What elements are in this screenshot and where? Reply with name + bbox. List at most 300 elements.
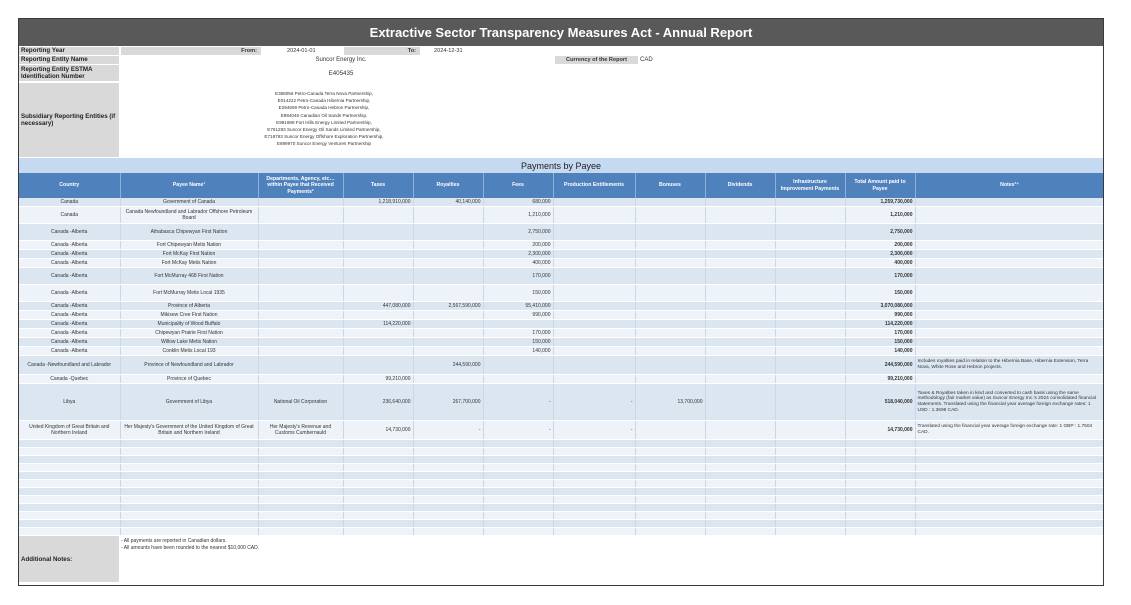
empty-cell[interactable] [19, 456, 120, 464]
total-cell[interactable]: 3,070,080,000 [845, 302, 915, 311]
fees-cell[interactable]: - [483, 421, 553, 440]
country-cell[interactable]: Libya [19, 384, 120, 421]
empty-cell[interactable] [845, 504, 915, 512]
empty-cell[interactable] [343, 512, 413, 520]
total-cell[interactable]: 14,730,000 [845, 421, 915, 440]
infrastructure-cell[interactable] [775, 198, 845, 207]
empty-cell[interactable] [705, 504, 775, 512]
department-cell[interactable] [258, 338, 343, 347]
taxes-cell[interactable]: 99,210,000 [343, 375, 413, 384]
empty-cell[interactable] [845, 448, 915, 456]
taxes-cell[interactable] [343, 268, 413, 285]
fees-cell[interactable]: 55,410,000 [483, 302, 553, 311]
bonuses-cell[interactable] [635, 241, 705, 250]
bonuses-cell[interactable] [635, 302, 705, 311]
notes-cell[interactable] [915, 198, 1104, 207]
fees-cell[interactable]: 170,000 [483, 329, 553, 338]
infrastructure-cell[interactable] [775, 356, 845, 375]
notes-cell[interactable] [915, 207, 1104, 224]
empty-cell[interactable] [19, 440, 120, 448]
empty-cell[interactable] [775, 504, 845, 512]
payee-cell[interactable]: Province of Quebec [120, 375, 258, 384]
empty-cell[interactable] [483, 488, 553, 496]
payee-cell[interactable]: Chipewyan Prairie First Nation [120, 329, 258, 338]
department-cell[interactable] [258, 198, 343, 207]
department-cell[interactable] [258, 302, 343, 311]
empty-cell[interactable] [120, 528, 258, 536]
infrastructure-cell[interactable] [775, 311, 845, 320]
empty-cell[interactable] [120, 448, 258, 456]
country-cell[interactable]: United Kingdom of Great Britain and Northern Ireland [19, 421, 120, 440]
fees-cell[interactable] [483, 375, 553, 384]
empty-cell[interactable] [553, 456, 635, 464]
notes-cell[interactable] [915, 311, 1104, 320]
dividends-cell[interactable] [705, 384, 775, 421]
empty-cell[interactable] [343, 480, 413, 488]
production-entitlements-cell[interactable] [553, 302, 635, 311]
empty-cell[interactable] [553, 496, 635, 504]
empty-cell[interactable] [553, 472, 635, 480]
dividends-cell[interactable] [705, 338, 775, 347]
total-cell[interactable]: 990,000 [845, 311, 915, 320]
empty-cell[interactable] [775, 480, 845, 488]
empty-cell[interactable] [413, 440, 483, 448]
payee-cell[interactable]: Mikisew Cree First Nation [120, 311, 258, 320]
production-entitlements-cell[interactable] [553, 241, 635, 250]
royalties-cell[interactable] [413, 311, 483, 320]
country-cell[interactable]: Canada [19, 207, 120, 224]
empty-cell[interactable] [483, 504, 553, 512]
empty-cell[interactable] [553, 440, 635, 448]
production-entitlements-cell[interactable] [553, 207, 635, 224]
fees-cell[interactable]: 680,000 [483, 198, 553, 207]
empty-cell[interactable] [483, 472, 553, 480]
empty-cell[interactable] [258, 464, 343, 472]
infrastructure-cell[interactable] [775, 421, 845, 440]
country-cell[interactable]: Canada -Alberta [19, 241, 120, 250]
production-entitlements-cell[interactable] [553, 338, 635, 347]
infrastructure-cell[interactable] [775, 338, 845, 347]
estma-value[interactable]: E405435 [328, 69, 354, 77]
taxes-cell[interactable] [343, 250, 413, 259]
infrastructure-cell[interactable] [775, 320, 845, 329]
empty-cell[interactable] [258, 496, 343, 504]
notes-cell[interactable] [915, 329, 1104, 338]
royalties-cell[interactable] [413, 338, 483, 347]
entity-name-value[interactable]: Suncor Energy Inc. [315, 57, 367, 63]
bonuses-cell[interactable] [635, 421, 705, 440]
to-value[interactable]: 2024-12-31 [434, 48, 463, 54]
empty-cell[interactable] [413, 520, 483, 528]
empty-cell[interactable] [413, 528, 483, 536]
empty-cell[interactable] [553, 512, 635, 520]
bonuses-cell[interactable] [635, 198, 705, 207]
total-cell[interactable]: 200,000 [845, 241, 915, 250]
payee-cell[interactable]: Fort McMurray 468 First Nation [120, 268, 258, 285]
empty-cell[interactable] [19, 512, 120, 520]
notes-cell[interactable]: Translated using the financial year average foreign exchange rate: 1 GBP : 1.7504 CAD. [915, 421, 1104, 440]
empty-cell[interactable] [915, 520, 1104, 528]
total-cell[interactable]: 244,590,000 [845, 356, 915, 375]
empty-cell[interactable] [343, 472, 413, 480]
infrastructure-cell[interactable] [775, 329, 845, 338]
total-cell[interactable]: 114,220,000 [845, 320, 915, 329]
empty-cell[interactable] [775, 448, 845, 456]
empty-cell[interactable] [635, 472, 705, 480]
empty-cell[interactable] [775, 488, 845, 496]
notes-cell[interactable] [915, 302, 1104, 311]
dividends-cell[interactable] [705, 207, 775, 224]
empty-cell[interactable] [553, 488, 635, 496]
bonuses-cell[interactable] [635, 329, 705, 338]
infrastructure-cell[interactable] [775, 384, 845, 421]
empty-cell[interactable] [553, 448, 635, 456]
fees-cell[interactable]: 2,750,000 [483, 224, 553, 241]
taxes-cell[interactable]: 114,220,000 [343, 320, 413, 329]
empty-cell[interactable] [413, 488, 483, 496]
empty-cell[interactable] [553, 528, 635, 536]
empty-cell[interactable] [915, 464, 1104, 472]
dividends-cell[interactable] [705, 356, 775, 375]
empty-cell[interactable] [553, 464, 635, 472]
empty-cell[interactable] [19, 504, 120, 512]
dividends-cell[interactable] [705, 241, 775, 250]
empty-cell[interactable] [120, 480, 258, 488]
empty-cell[interactable] [258, 472, 343, 480]
fees-cell[interactable]: 150,000 [483, 285, 553, 302]
fees-cell[interactable]: 990,000 [483, 311, 553, 320]
department-cell[interactable] [258, 356, 343, 375]
total-cell[interactable]: 99,210,000 [845, 375, 915, 384]
empty-cell[interactable] [343, 488, 413, 496]
empty-cell[interactable] [635, 448, 705, 456]
infrastructure-cell[interactable] [775, 302, 845, 311]
empty-cell[interactable] [258, 480, 343, 488]
dividends-cell[interactable] [705, 224, 775, 241]
empty-cell[interactable] [705, 520, 775, 528]
infrastructure-cell[interactable] [775, 241, 845, 250]
royalties-cell[interactable] [413, 250, 483, 259]
empty-cell[interactable] [483, 496, 553, 504]
country-cell[interactable]: Canada -Alberta [19, 285, 120, 302]
country-cell[interactable]: Canada -Alberta [19, 259, 120, 268]
dividends-cell[interactable] [705, 375, 775, 384]
country-cell[interactable]: Canada -Alberta [19, 268, 120, 285]
royalties-cell[interactable] [413, 329, 483, 338]
empty-cell[interactable] [635, 496, 705, 504]
empty-cell[interactable] [845, 528, 915, 536]
empty-cell[interactable] [775, 472, 845, 480]
empty-cell[interactable] [553, 504, 635, 512]
payee-cell[interactable]: Her Majesty's Government of the United Kingdom of Great Britain and Northern Ireland [120, 421, 258, 440]
department-cell[interactable] [258, 311, 343, 320]
royalties-cell[interactable] [413, 207, 483, 224]
production-entitlements-cell[interactable] [553, 224, 635, 241]
royalties-cell[interactable] [413, 241, 483, 250]
empty-cell[interactable] [775, 520, 845, 528]
empty-cell[interactable] [413, 456, 483, 464]
empty-cell[interactable] [705, 480, 775, 488]
production-entitlements-cell[interactable] [553, 375, 635, 384]
notes-cell[interactable]: Taxes & Royalties taken in kind and converted to cash basis using the same methodology (fair market value) as Suncor Energy Inc.'s 2024 consolidated financial statements. Translated using the financial year average foreign exchange rates: 1 USD : 1.3698 CAD. [915, 384, 1104, 421]
payee-cell[interactable]: Willow Lake Metis Nation [120, 338, 258, 347]
empty-cell[interactable] [845, 496, 915, 504]
production-entitlements-cell[interactable] [553, 356, 635, 375]
empty-cell[interactable] [120, 456, 258, 464]
taxes-cell[interactable] [343, 356, 413, 375]
infrastructure-cell[interactable] [775, 285, 845, 302]
country-cell[interactable]: Canada -Alberta [19, 224, 120, 241]
country-cell[interactable]: Canada -Alberta [19, 250, 120, 259]
payee-cell[interactable]: Canada Newfoundland and Labrador Offshore Petroleum Board [120, 207, 258, 224]
bonuses-cell[interactable] [635, 259, 705, 268]
taxes-cell[interactable] [343, 311, 413, 320]
department-cell[interactable] [258, 285, 343, 302]
infrastructure-cell[interactable] [775, 259, 845, 268]
bonuses-cell[interactable] [635, 224, 705, 241]
total-cell[interactable]: 2,300,000 [845, 250, 915, 259]
department-cell[interactable] [258, 250, 343, 259]
notes-cell[interactable] [915, 347, 1104, 356]
dividends-cell[interactable] [705, 285, 775, 302]
payee-cell[interactable]: Province of Newfoundland and Labrador [120, 356, 258, 375]
empty-cell[interactable] [705, 528, 775, 536]
bonuses-cell[interactable] [635, 320, 705, 329]
empty-cell[interactable] [845, 440, 915, 448]
empty-cell[interactable] [915, 456, 1104, 464]
dividends-cell[interactable] [705, 311, 775, 320]
production-entitlements-cell[interactable] [553, 259, 635, 268]
empty-cell[interactable] [775, 464, 845, 472]
taxes-cell[interactable] [343, 207, 413, 224]
empty-cell[interactable] [258, 504, 343, 512]
payee-cell[interactable]: Fort McKay First Nation [120, 250, 258, 259]
notes-cell[interactable] [915, 250, 1104, 259]
empty-cell[interactable] [413, 504, 483, 512]
empty-cell[interactable] [19, 448, 120, 456]
empty-cell[interactable] [915, 480, 1104, 488]
country-cell[interactable]: Canada -Alberta [19, 338, 120, 347]
empty-cell[interactable] [343, 448, 413, 456]
taxes-cell[interactable]: 14,730,000 [343, 421, 413, 440]
empty-cell[interactable] [553, 480, 635, 488]
empty-cell[interactable] [635, 488, 705, 496]
empty-cell[interactable] [915, 496, 1104, 504]
empty-cell[interactable] [915, 504, 1104, 512]
currency-value[interactable]: CAD [640, 57, 653, 63]
empty-cell[interactable] [120, 464, 258, 472]
department-cell[interactable] [258, 320, 343, 329]
dividends-cell[interactable] [705, 250, 775, 259]
empty-cell[interactable] [635, 504, 705, 512]
empty-cell[interactable] [343, 464, 413, 472]
department-cell[interactable]: National Oil Corporation [258, 384, 343, 421]
empty-cell[interactable] [775, 456, 845, 464]
production-entitlements-cell[interactable]: - [553, 384, 635, 421]
royalties-cell[interactable] [413, 259, 483, 268]
department-cell[interactable] [258, 207, 343, 224]
department-cell[interactable] [258, 241, 343, 250]
production-entitlements-cell[interactable] [553, 311, 635, 320]
infrastructure-cell[interactable] [775, 375, 845, 384]
empty-cell[interactable] [19, 472, 120, 480]
empty-cell[interactable] [413, 480, 483, 488]
royalties-cell[interactable]: - [413, 421, 483, 440]
country-cell[interactable]: Canada -Alberta [19, 347, 120, 356]
bonuses-cell[interactable] [635, 250, 705, 259]
dividends-cell[interactable] [705, 198, 775, 207]
bonuses-cell[interactable] [635, 338, 705, 347]
notes-cell[interactable] [915, 224, 1104, 241]
fees-cell[interactable] [483, 320, 553, 329]
empty-cell[interactable] [705, 488, 775, 496]
royalties-cell[interactable]: 244,590,000 [413, 356, 483, 375]
total-cell[interactable]: 400,000 [845, 259, 915, 268]
empty-cell[interactable] [413, 472, 483, 480]
total-cell[interactable]: 150,000 [845, 285, 915, 302]
empty-cell[interactable] [258, 528, 343, 536]
empty-cell[interactable] [19, 528, 120, 536]
fees-cell[interactable]: 2,300,000 [483, 250, 553, 259]
country-cell[interactable]: Canada -Newfoundland and Labrador [19, 356, 120, 375]
country-cell[interactable]: Canada -Alberta [19, 329, 120, 338]
bonuses-cell[interactable] [635, 356, 705, 375]
production-entitlements-cell[interactable] [553, 268, 635, 285]
empty-cell[interactable] [343, 456, 413, 464]
empty-cell[interactable] [343, 504, 413, 512]
empty-cell[interactable] [705, 464, 775, 472]
production-entitlements-cell[interactable] [553, 250, 635, 259]
empty-cell[interactable] [19, 520, 120, 528]
empty-cell[interactable] [413, 464, 483, 472]
empty-cell[interactable] [915, 448, 1104, 456]
empty-cell[interactable] [483, 440, 553, 448]
total-cell[interactable]: 1,210,000 [845, 207, 915, 224]
department-cell[interactable] [258, 329, 343, 338]
empty-cell[interactable] [258, 456, 343, 464]
taxes-cell[interactable] [343, 224, 413, 241]
dividends-cell[interactable] [705, 259, 775, 268]
taxes-cell[interactable] [343, 338, 413, 347]
country-cell[interactable]: Canada -Alberta [19, 311, 120, 320]
fees-cell[interactable]: 400,000 [483, 259, 553, 268]
department-cell[interactable]: Her Majesty's Revenue and Customs Cumbernauld [258, 421, 343, 440]
empty-cell[interactable] [343, 496, 413, 504]
dividends-cell[interactable] [705, 268, 775, 285]
empty-cell[interactable] [120, 496, 258, 504]
total-cell[interactable]: 170,000 [845, 268, 915, 285]
infrastructure-cell[interactable] [775, 250, 845, 259]
bonuses-cell[interactable] [635, 268, 705, 285]
payee-cell[interactable]: Government of Libya [120, 384, 258, 421]
empty-cell[interactable] [635, 456, 705, 464]
taxes-cell[interactable]: 236,640,000 [343, 384, 413, 421]
payee-cell[interactable]: Conklin Metis Local 193 [120, 347, 258, 356]
production-entitlements-cell[interactable] [553, 198, 635, 207]
department-cell[interactable] [258, 224, 343, 241]
payee-cell[interactable]: Government of Canada [120, 198, 258, 207]
royalties-cell[interactable] [413, 285, 483, 302]
empty-cell[interactable] [19, 480, 120, 488]
empty-cell[interactable] [483, 456, 553, 464]
notes-cell[interactable] [915, 320, 1104, 329]
payee-cell[interactable]: Fort McKay Metis Nation [120, 259, 258, 268]
empty-cell[interactable] [635, 464, 705, 472]
empty-cell[interactable] [775, 496, 845, 504]
royalties-cell[interactable] [413, 224, 483, 241]
total-cell[interactable]: 170,000 [845, 329, 915, 338]
notes-cell[interactable]: Includes royalties paid in relation to the Hibernia Base, Hibernia Extension, Terra Nova, White Rose and Hebron projects. [915, 356, 1104, 375]
empty-cell[interactable] [19, 488, 120, 496]
royalties-cell[interactable]: 2,567,590,000 [413, 302, 483, 311]
from-value[interactable]: 2024-01-01 [287, 48, 316, 54]
empty-cell[interactable] [413, 496, 483, 504]
empty-cell[interactable] [120, 488, 258, 496]
total-cell[interactable]: 1,259,730,000 [845, 198, 915, 207]
empty-cell[interactable] [705, 496, 775, 504]
bonuses-cell[interactable] [635, 311, 705, 320]
notes-cell[interactable] [915, 259, 1104, 268]
empty-cell[interactable] [845, 464, 915, 472]
country-cell[interactable]: Canada -Alberta [19, 320, 120, 329]
infrastructure-cell[interactable] [775, 347, 845, 356]
empty-cell[interactable] [258, 512, 343, 520]
empty-cell[interactable] [120, 440, 258, 448]
production-entitlements-cell[interactable] [553, 320, 635, 329]
empty-cell[interactable] [483, 480, 553, 488]
empty-cell[interactable] [553, 520, 635, 528]
empty-cell[interactable] [120, 512, 258, 520]
country-cell[interactable]: Canada -Quebec [19, 375, 120, 384]
bonuses-cell[interactable]: 13,700,000 [635, 384, 705, 421]
total-cell[interactable]: 518,040,000 [845, 384, 915, 421]
department-cell[interactable] [258, 268, 343, 285]
payee-cell[interactable]: Municipality of Wood Buffalo [120, 320, 258, 329]
empty-cell[interactable] [705, 512, 775, 520]
empty-cell[interactable] [343, 520, 413, 528]
infrastructure-cell[interactable] [775, 224, 845, 241]
notes-cell[interactable] [915, 285, 1104, 302]
taxes-cell[interactable] [343, 259, 413, 268]
empty-cell[interactable] [258, 440, 343, 448]
fees-cell[interactable] [483, 356, 553, 375]
empty-cell[interactable] [483, 512, 553, 520]
dividends-cell[interactable] [705, 347, 775, 356]
notes-cell[interactable] [915, 375, 1104, 384]
bonuses-cell[interactable] [635, 207, 705, 224]
total-cell[interactable]: 2,750,000 [845, 224, 915, 241]
empty-cell[interactable] [775, 528, 845, 536]
empty-cell[interactable] [775, 512, 845, 520]
dividends-cell[interactable] [705, 329, 775, 338]
payee-cell[interactable]: Fort Chipewyan Metis Nation [120, 241, 258, 250]
payee-cell[interactable]: Province of Alberta [120, 302, 258, 311]
empty-cell[interactable] [705, 448, 775, 456]
bonuses-cell[interactable] [635, 285, 705, 302]
production-entitlements-cell[interactable] [553, 285, 635, 302]
fees-cell[interactable]: 170,000 [483, 268, 553, 285]
empty-cell[interactable] [343, 528, 413, 536]
empty-cell[interactable] [483, 520, 553, 528]
production-entitlements-cell[interactable]: - [553, 421, 635, 440]
royalties-cell[interactable] [413, 268, 483, 285]
infrastructure-cell[interactable] [775, 268, 845, 285]
empty-cell[interactable] [845, 456, 915, 464]
taxes-cell[interactable]: 1,218,910,000 [343, 198, 413, 207]
taxes-cell[interactable] [343, 285, 413, 302]
empty-cell[interactable] [120, 520, 258, 528]
royalties-cell[interactable] [413, 375, 483, 384]
